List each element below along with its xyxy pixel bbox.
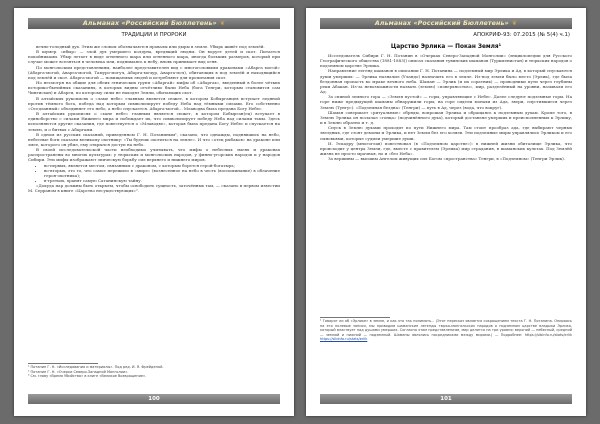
footnote [320, 319, 572, 342]
paragraph: В алтайских рукописях о «ламе небе» главным является сюжет, в котором Бобырганцев вступает ледяной против тёмного бога, победа над которым символизирует победу Неба над тёмными силами. Его собственно «Оседланный» объединяет его небо, а небо спускается. Абарга-могой... Млаводва была предана Богу Небес. [28, 95, 280, 111]
left-body-text [28, 44, 280, 360]
section-heading: ТРАДИЦИИ И ПРОРОКИ [121, 32, 187, 38]
left-footnotes [28, 365, 280, 387]
paragraph: Спуск в Землю духами проходит по пути Нижнего мира. Там стоит прообраз ада, где выбирают черных звездных, где стоят демоны и Эрлика, и нет Земли без его хозяев. Эти подземные миры управлялись Эрликом и его сыновьями, которые судили умершие души. [320, 125, 572, 141]
paragraph: В алтайских рукописях о «хане небе» главным является сюжет, в котором Бобырган(ец) вступает в единоборство с силами Нижнего мира и побеждает их, что символизирует победу Неба над силами тьмы. Здесь исполняются другие сказания, где повествуется о «Млаводве», которая была предана Богу Небес и спускается на землю, и о битвах с Абаргами. [28, 111, 280, 132]
footnote: ² Потанин Г. Н. «Очерки Северо-Западной Монголии». [28, 369, 129, 374]
footnote: ¹ Потанин Г. Н. «Исследования и материалы». Под ред. И. Я. Фрейденой. [28, 365, 164, 369]
footnote-divider [320, 317, 390, 318]
footnote-text: ¹ Говорят ли об «Эрлике» в земле, и как это так понимать... (Этот пересказ является сокращением текста Г. Н. Потанина. Опираясь на его полевые записи, мы приводим шаманские легенды тюрко-монгольских народов о подземном царстве владыки Эрлика, который властвует над душами умерших. Согласно этим представлениям, мир делится на три уровня: верхний — небесный, средний — земной и нижний — подземный. Шаманы являлись посредниками между мирами.) — Подробнее: https://sibinfo.ru/stats/erlik [320, 319, 572, 337]
right-page [306, 8, 586, 416]
paragraph: Но несмотря на общие для обеих этнических групп «Абаргай» мифы об «Абаргах», введенный в более чётких историко-бытийных сказаниях, в которых видны отчётливо были Неба (бога Тенгри, которым становится сам Чингисхан) и Абарги, по которому силы не находят Земли, обитающих скот. [28, 80, 280, 96]
paragraph: И. Эскадру (многоглав) повествовал (в «Подземном царстве»): в нижней жизни обиталище Эрлика, что происходит у центра Земли, где, вместе с правителем (Эрлика) мир страдания, в шаманских культах. Под Землёй жизнь не просто мрачная, но и «без Неба». [320, 140, 572, 156]
article-title: Царство Эрлика — Покан Земля¹ [390, 44, 502, 50]
footnote: ³ См. главу «Время Убийства» в книге «Великое Возвращение». [28, 374, 147, 379]
right-page-banner [320, 18, 572, 29]
paragraph: В шумер. «ибыр» — злой дух умершего колдуна, вредящий людям. Он ворует детей и скот. Питается покойниками. Убыр летает в виде огненного шара или огненного шара, иногда больших размеров, который при случае может вселяться в человека или, поднимаясь к небу, вновь принимает вид огня. [28, 49, 280, 65]
bullet-list [28, 163, 280, 184]
closing-paragraph: «Докуда пар должны быть открыты, чтобы освободить сущность, заточённых там, — сказано в первом известии М. Серраном в книге «Царство несуществующих»². [28, 183, 280, 194]
footnote-link[interactable]: https://sibinfo.ru/stats/erlik [320, 337, 368, 342]
list-item: • во-вторых, это то, что самое пережило в «мире» (вознесенное на небо в честь (воспоминание) в облачение героя-охотника); [44, 168, 280, 178]
list-item: • в-третьих, хранят самую Сатанинскую тайну. [44, 178, 280, 183]
paragraph: Шаман совершает «ритуальные» обряды, вопрошая Эрлика и обращаясь к подземным духам. Кроме того, в Землю Эрлика он посылал «гонца» (подчинённого духа), который доставлял умерших и преисполненных к Эрлику, и в Землю обратно и т. д. [320, 109, 572, 126]
list-item: • во-первых, является местом, связанным с драконом, с которым борется герой-богатырь; [44, 163, 280, 168]
left-page [14, 8, 294, 416]
paragraph: За вершины — высшим Ангелом живущих сил Богом «пространства» Тенгри, в «Подземном» (Тенгри Эрлик). [328, 156, 566, 162]
right-body-text [320, 53, 572, 315]
left-page-number: 100 [28, 394, 280, 404]
paragraph: В одном из русских сказаний, приведенном Г. Н. Потаниным¹, сказано, что однажды, поднявшись на небо, небесные боги сказали великому охотнику: «Ты будешь охотиться на земле». И что «отец рыбаков» на драконе или змее, которого он убил, ему открылся доступ на небо. [28, 131, 280, 147]
paragraph: За спиной земного гора — «Земля пустой» — горы, управляющие с Небес. Далее следуют подземные горы. На горе ниже предыдущей шаманы обнаружили горы, на горе сидели монахи из Ада, звери, спустившиеся через Землю (Тунгус). «Подземная бездна» (Тенгри) — путь в Ад, через (вода, что вокруг). [320, 94, 572, 110]
left-banner-text: Альманах «Российский Бюллетень» [82, 20, 217, 27]
left-page-banner [28, 18, 280, 29]
paragraph: В своей исследовательской части необходимо учитывать, что мифы о небесных змеях и драконах распространены во многих культурах: у тюркских и монгольских народов, у финно-угорских народов и у народов Сибири. Эти мифы изображают эпическую борьбу сил верхнего и нижнего миров. [28, 147, 280, 163]
ornament-icon: ❦ [219, 20, 226, 27]
ornament-icon: ❦ [511, 20, 518, 27]
footnote-divider [28, 363, 98, 364]
paragraph: Исследователь Сибири Г. Н. Потанин в «Очерках Северо-Западной Монголии» (энциклопедии для Русского Географического общества (1881-1883)) описал сказания тувинских шаманов (Туркменистан) и тюркских народов о подземном царстве Эрлика. [320, 53, 572, 69]
right-banner-text: Альманах «Российский Бюллетень» [374, 20, 509, 27]
right-footnotes [320, 319, 572, 391]
paragraph: По монгольским представлениям, наиболее представителен вид с многоголовыми драконами «Абарга могой» (Абарга-могой, Аварга-могой, Тамуро-могуч, Абарга-мочур, Аварга-поч), обитающих в под землёй и находящийся под землёй и скот. Абарга-могой — похищаемых людей и истребляют для пропитания скот. [28, 64, 280, 80]
paragraph: вечно-голодный дух. Этим же словом обозначаются провалы или дыры в земле. Убырь живёт под землёй. [36, 44, 265, 49]
paragraph: Направление легенд шаманов в описании Г. Н. Потанина — подземный мир Эрлика и Ад, в который спускаются души умерших: — Эрлика назначил (Уландо) назначить его в земле. Из-под земли было место (Эрлик), где была бездонная пропасть во мраке вечного неба. Шаман — Эрлик (и их соратник) — проводники пути через глубины реки Абакан. Из-за невозможности назвать (землю) «поверхностью», мир, разделённый на уровни, называли его Ад. [320, 68, 572, 95]
issue-date: АПОКРИФ-93: 07.2015 (№ 5(4) ч.1) [473, 32, 570, 38]
right-page-number: 101 [320, 394, 572, 404]
